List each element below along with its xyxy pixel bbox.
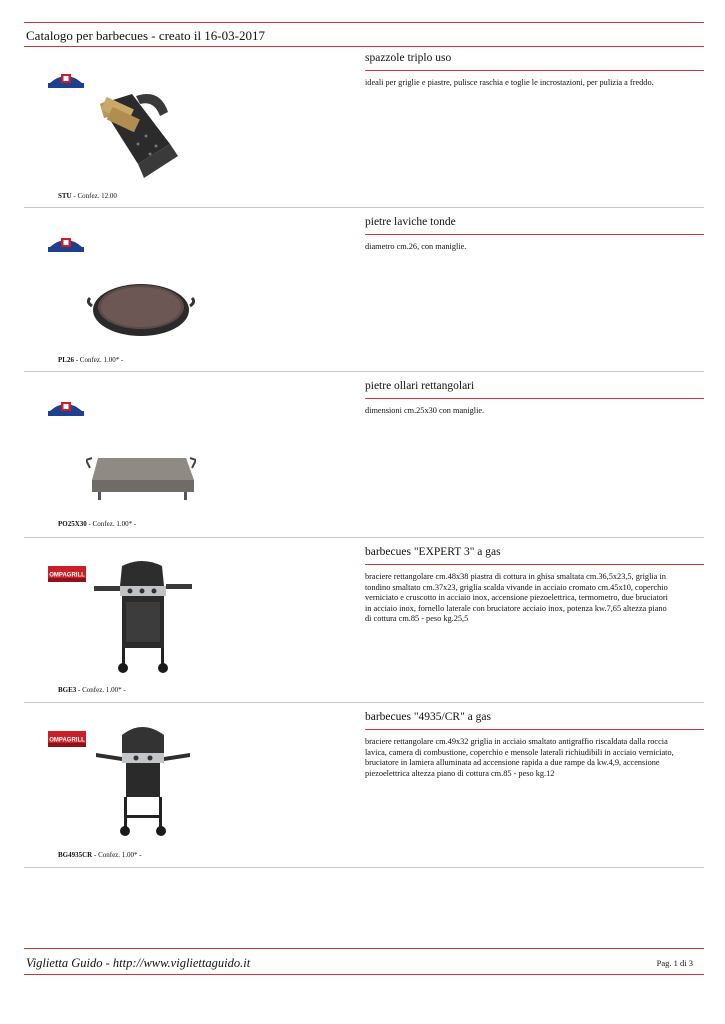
product-code: STU xyxy=(58,192,72,200)
product-pack: - Confez. 12.00 xyxy=(71,192,117,200)
product-pack: - Confez. 1.00* - xyxy=(73,356,124,364)
ompagrill-logo xyxy=(48,731,86,752)
item-divider xyxy=(24,207,704,208)
product-code: BGE3 xyxy=(58,686,77,694)
brand-a-logo xyxy=(48,400,84,421)
product-code: PL26 xyxy=(58,356,74,364)
product-item xyxy=(24,210,704,374)
footer-company[interactable]: Viglietta Guido - http://www.vigliettaguido.it xyxy=(26,956,251,970)
product-description: ideali per griglie e piastre, pulisce raschia e toglie le incrostazioni, per pulizia a freddo. xyxy=(365,78,654,87)
product-name-rule xyxy=(365,234,704,235)
product-description: braciere rettangolare cm.48x38 piastra di cottura in ghisa smaltata cm.36,5x23,5, griglia in tondino smaltato cm.37x23, griglia scalda vivande in acciaio cromato cm.45x10, coperchio verniciato e cruscotto in acciaio inox, accensione piezoelettrica, termometro, due bruciatori in acciaio inox, fornello laterale con bruciatore acciaio inox, potenza kw.7,65 altezza piano di cottura cm.85 - peso kg.25,5 xyxy=(365,572,668,623)
footer-bottom-rule xyxy=(24,974,704,975)
page-title: Catalogo per barbecues - creato il 16-03-2017 xyxy=(26,28,265,43)
ompagrill-logo-text: OMPAGRILL xyxy=(49,572,85,579)
product-name: barbecues "4935/CR" a gas xyxy=(365,711,491,723)
gas-bbq-4935cr-image xyxy=(86,723,196,841)
brand-a-logo xyxy=(48,72,84,93)
product-name-rule xyxy=(365,398,704,399)
product-name: pietre laviche tonde xyxy=(365,216,456,228)
page-number: Pag. 1 di 3 xyxy=(656,958,693,968)
item-divider xyxy=(24,867,704,868)
ompagrill-logo-text: OMPAGRILL xyxy=(49,737,85,744)
product-code: BG4935CR xyxy=(58,851,93,859)
triple-brush-image xyxy=(86,82,196,182)
product-item xyxy=(24,46,704,210)
product-name-rule xyxy=(365,70,704,71)
rectangular-stone-image xyxy=(86,410,196,510)
product-description: dimensioni cm.25x30 con maniglie. xyxy=(365,406,485,415)
product-item xyxy=(24,540,704,704)
item-divider xyxy=(24,371,704,372)
product-name-rule xyxy=(365,729,704,730)
footer-top-rule xyxy=(24,948,704,949)
item-divider xyxy=(24,537,704,538)
product-description: diametro cm.26, con maniglie. xyxy=(365,242,467,251)
product-pack: - Confez. 1.00* - xyxy=(86,520,137,528)
product-description: braciere rettangolare cm.49x32 griglia in acciaio smaltato antigraffio riscaldata dalla roccia lavica, camera di combustione, coperchio e mensole laterali richiudibili in acciaio verniciato, bruciatore in lamiera alluminata ad accensione rapida a due rampe da kw.4,9, accensione piezoelettrica altezza piano di cottura cm.85 - peso kg.12 xyxy=(365,737,674,778)
product-code: PO25X30 xyxy=(58,520,87,528)
header-top-rule xyxy=(24,22,704,23)
product-item xyxy=(24,705,704,869)
product-pack: - Confez. 1.00* - xyxy=(76,686,126,694)
item-divider xyxy=(24,702,704,703)
product-name: spazzole triplo uso xyxy=(365,52,452,64)
product-name: pietre ollari rettangolari xyxy=(365,380,475,392)
product-pack: - Confez. 1.00* - xyxy=(92,851,142,859)
ompagrill-logo xyxy=(48,566,86,587)
brand-a-logo xyxy=(48,236,84,257)
product-name: barbecues "EXPERT 3" a gas xyxy=(365,546,501,558)
round-lava-stone-image xyxy=(86,246,196,346)
gas-bbq-expert3-image xyxy=(86,558,196,676)
product-item xyxy=(24,374,704,538)
product-name-rule xyxy=(365,564,704,565)
